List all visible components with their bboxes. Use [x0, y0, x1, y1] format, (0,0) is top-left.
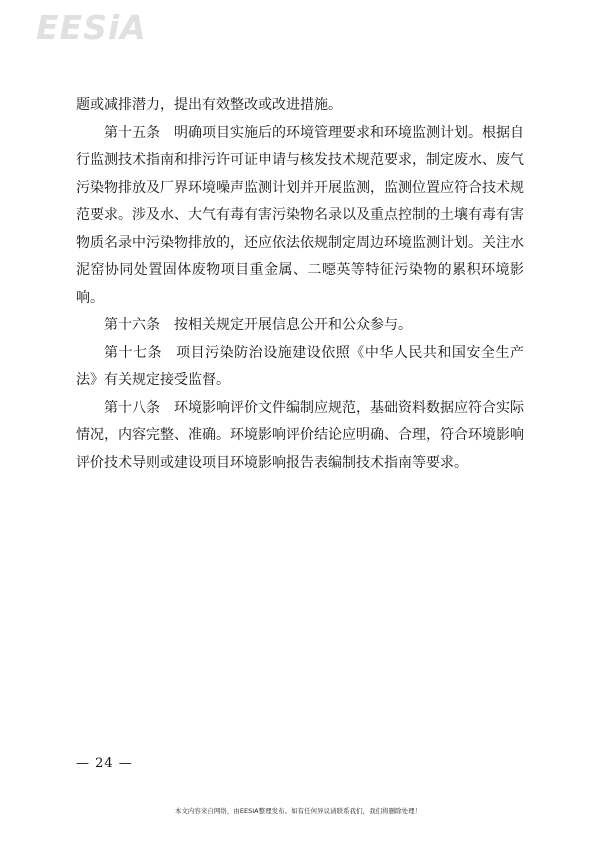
- article-number: 第十七条: [104, 344, 163, 361]
- paragraph-text: 环境影响评价文件编制应规范，基础资料数据应符合实际情况，内容完整、准确。环境影响评价结论应明确、合理，符合环境影响评价技术导则或建设项目环境影响报告表编制技术指南等要求。: [76, 399, 524, 471]
- paragraph-text: 按相关规定开展信息公开和公众参与。: [174, 317, 412, 333]
- eesia-logo: EESiA: [36, 8, 147, 47]
- paragraph-text: 题或减排潜力，提出有效整改或改进措施。: [76, 97, 342, 113]
- article-18: [76, 395, 524, 478]
- document-body: [76, 92, 524, 477]
- paragraph-continuation: [76, 92, 524, 120]
- page-number: — 24 —: [76, 756, 133, 771]
- paragraph-text: 项目污染防治设施建设依照《中华人民共和国安全生产法》有关规定接受监督。: [76, 344, 525, 388]
- paragraph-text: 明确项目实施后的环境管理要求和环境监测计划。根据自行监测技术指南和排污许可证申请与核发技术规范要求，制定废水、废气污染物排放及厂界环境噪声监测计划并开展监测，监测位置应符合技术规范要求。涉及水、大气有毒有害污染物名录以及重点控制的土壤有毒有害物质名录中污染物排放的，还应依法依规制定周边环境监测计划。关注水泥窑协同处置固体废物项目重金属、二噁英等特征污染物的累积环境影响。: [76, 124, 524, 306]
- article-17: [76, 340, 524, 395]
- footer-disclaimer: 本文内容来自网络，由EESIA整理发布。如有任何异议请联系我们，我们将删除处理！: [174, 807, 422, 815]
- article-number: 第十五条: [104, 124, 160, 141]
- article-15: [76, 120, 524, 313]
- article-16: [76, 312, 524, 340]
- article-number: 第十八条: [104, 399, 160, 416]
- article-number: 第十六条: [104, 317, 160, 333]
